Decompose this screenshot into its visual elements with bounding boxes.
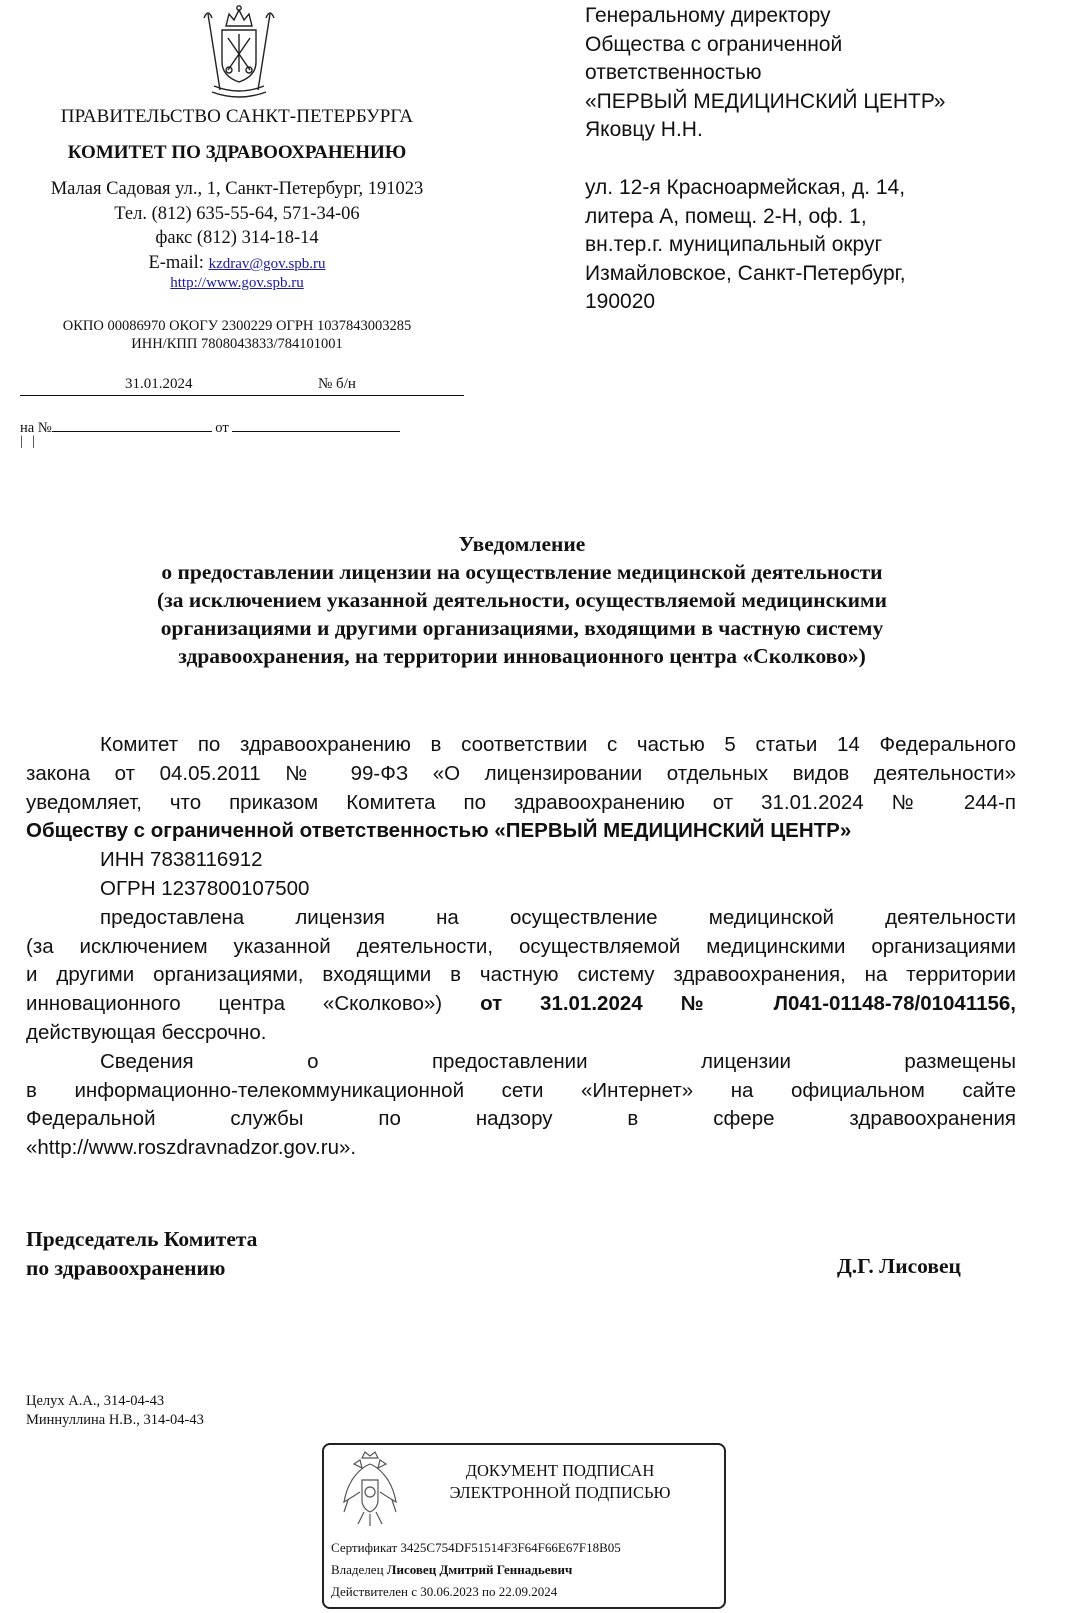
stamp-title-line: ДОКУМЕНТ ПОДПИСАН [465, 1461, 655, 1480]
body-line: «http://www.roszdravnadzor.gov.ru». [26, 1136, 357, 1160]
organization-inn: ИНН 7838116912 [100, 848, 263, 872]
document-title [60, 530, 984, 670]
executor-line: Целух А.А., 314-04-43 [26, 1393, 165, 1409]
ref-date-blank [232, 417, 400, 432]
inn-kpp: ИНН/КПП 7808043833/784101001 [131, 336, 343, 352]
body-line: закона от 04.05.2011 № 99-ФЗ «О лицензировании отдельных видов деятельности» [26, 761, 1016, 785]
committee-phone: Тел. (812) 635-55-64, 571-34-06 [114, 204, 360, 224]
executors [26, 1392, 204, 1430]
ref-bars: | | [20, 434, 39, 449]
reference-row [20, 417, 400, 437]
title-line: здравоохранения, на территории инновационного центра «Сколково») [178, 644, 866, 668]
body-line: действующая бессрочно. [26, 1020, 267, 1044]
addressee-line: Яковцу Н.Н. [585, 118, 703, 141]
signatory-position [26, 1225, 257, 1283]
owner-name: Лисовец Дмитрий Геннадьевич [386, 1562, 573, 1577]
body-line: уведомляет, что приказом Комитета по здравоохранению от 31.01.2024 № 244-п [26, 790, 1016, 814]
committee-website-row [22, 274, 452, 292]
body-text: инновационного центра «Сколково») [26, 992, 481, 1016]
ref-number-blank [52, 417, 212, 432]
certificate-number: Сертификат 3425C754DF51514F3F64F66E67F18B05 [331, 1540, 621, 1555]
body-line: Комитет по здравоохранению в соответствии с частью 5 статьи 14 Федерального [100, 733, 1016, 756]
email-label: E-mail: [148, 253, 209, 273]
ref-prefix: на № [20, 420, 52, 436]
addressee-block [585, 2, 1045, 145]
body-line: и другими организациями, входящими в частную систему здравоохранения, на территории [26, 963, 1016, 987]
committee-email-row [22, 253, 452, 274]
title-line: Уведомление [458, 532, 586, 556]
position-line: по здравоохранению [26, 1256, 226, 1280]
spb-coat-of-arms-icon [196, 4, 282, 104]
title-line: о предоставлении лицензии на осуществление медицинской деятельности [161, 560, 883, 584]
committee-fax: факс (812) 314-18-14 [155, 228, 319, 248]
committee-address: Малая Садовая ул., 1, Санкт-Петербург, 191023 [50, 179, 424, 199]
addressee-line: Общества с ограниченной [585, 32, 843, 56]
title-line: (за исключением указанной деятельности, осуществляемой медицинскими [156, 588, 888, 612]
certificate-validity: Действителен с 30.06.2023 по 22.09.2024 [331, 1584, 558, 1599]
address-line: Измайловское, Санкт-Петербург, [585, 261, 906, 285]
body-line: в информационно-телекоммуникационной сети «Интернет» на официальном сайте [26, 1078, 1016, 1102]
owner-label: Владелец [331, 1562, 387, 1577]
body-line: Федеральной службы по надзору в сфере здравоохранения [26, 1107, 1016, 1131]
website-link[interactable]: http://www.gov.spb.ru [170, 275, 304, 291]
body-line: (за исключением указанной деятельности, осуществляемой медицинскими организациями [26, 934, 1016, 958]
document-body [26, 731, 1016, 1163]
ref-from: от [215, 420, 229, 436]
government-name: ПРАВИТЕЛЬСТВО САНКТ-ПЕТЕРБУРГА [60, 106, 414, 127]
address-line: вн.тер.г. муниципальный округ [585, 233, 883, 256]
title-line: организациями и другими организациями, входящими в частную систему [160, 616, 884, 640]
stamp-title [430, 1460, 690, 1504]
addressee-line: ответственностью [585, 61, 762, 84]
document-number: № б/н [318, 376, 356, 392]
organization-name: Обществу с ограниченной ответственностью «ПЕРВЫЙ МЕДИЦИНСКИЙ ЦЕНТР» [26, 819, 852, 843]
certificate-owner-row [331, 1559, 621, 1581]
registration-divider [20, 395, 464, 396]
body-line: предоставлена лицензия на осуществление медицинской деятельности [100, 905, 1016, 929]
license-number: от 31.01.2024 № Л041-01148-78/01041156, [480, 992, 1016, 1016]
committee-name: КОМИТЕТ ПО ЗДРАВООХРАНЕНИЮ [67, 142, 407, 163]
address-line: 190020 [585, 290, 656, 313]
email-link[interactable]: kzdrav@gov.spb.ru [208, 256, 326, 272]
position-line: Председатель Комитета [26, 1227, 258, 1251]
body-line: Сведения о предоставлении лицензии размещены [100, 1049, 1016, 1073]
address-line: ул. 12-я Красноармейская, д. 14, [585, 176, 906, 199]
russian-coat-of-arms-icon [340, 1450, 400, 1528]
executor-line: Миннуллина Н.В., 314-04-43 [26, 1412, 204, 1428]
addressee-address-block [585, 174, 1045, 317]
addressee-line: Генеральному директору [585, 4, 831, 27]
document-date: 31.01.2024 [125, 376, 193, 392]
address-line: литера А, помещ. 2-Н, оф. 1, [585, 204, 867, 228]
license-line [26, 990, 1016, 1019]
signatory-name: Д.Г. Лисовец [837, 1254, 961, 1278]
stamp-title-line: ЭЛЕКТРОННОЙ ПОДПИСЬЮ [449, 1483, 671, 1502]
registry-codes: ОКПО 00086970 ОКОГУ 2300229 ОГРН 1037843003285 [62, 318, 412, 334]
organization-ogrn: ОГРН 1237800107500 [100, 876, 310, 900]
addressee-line: «ПЕРВЫЙ МЕДИЦИНСКИЙ ЦЕНТР» [585, 89, 946, 113]
stamp-details [331, 1537, 621, 1603]
